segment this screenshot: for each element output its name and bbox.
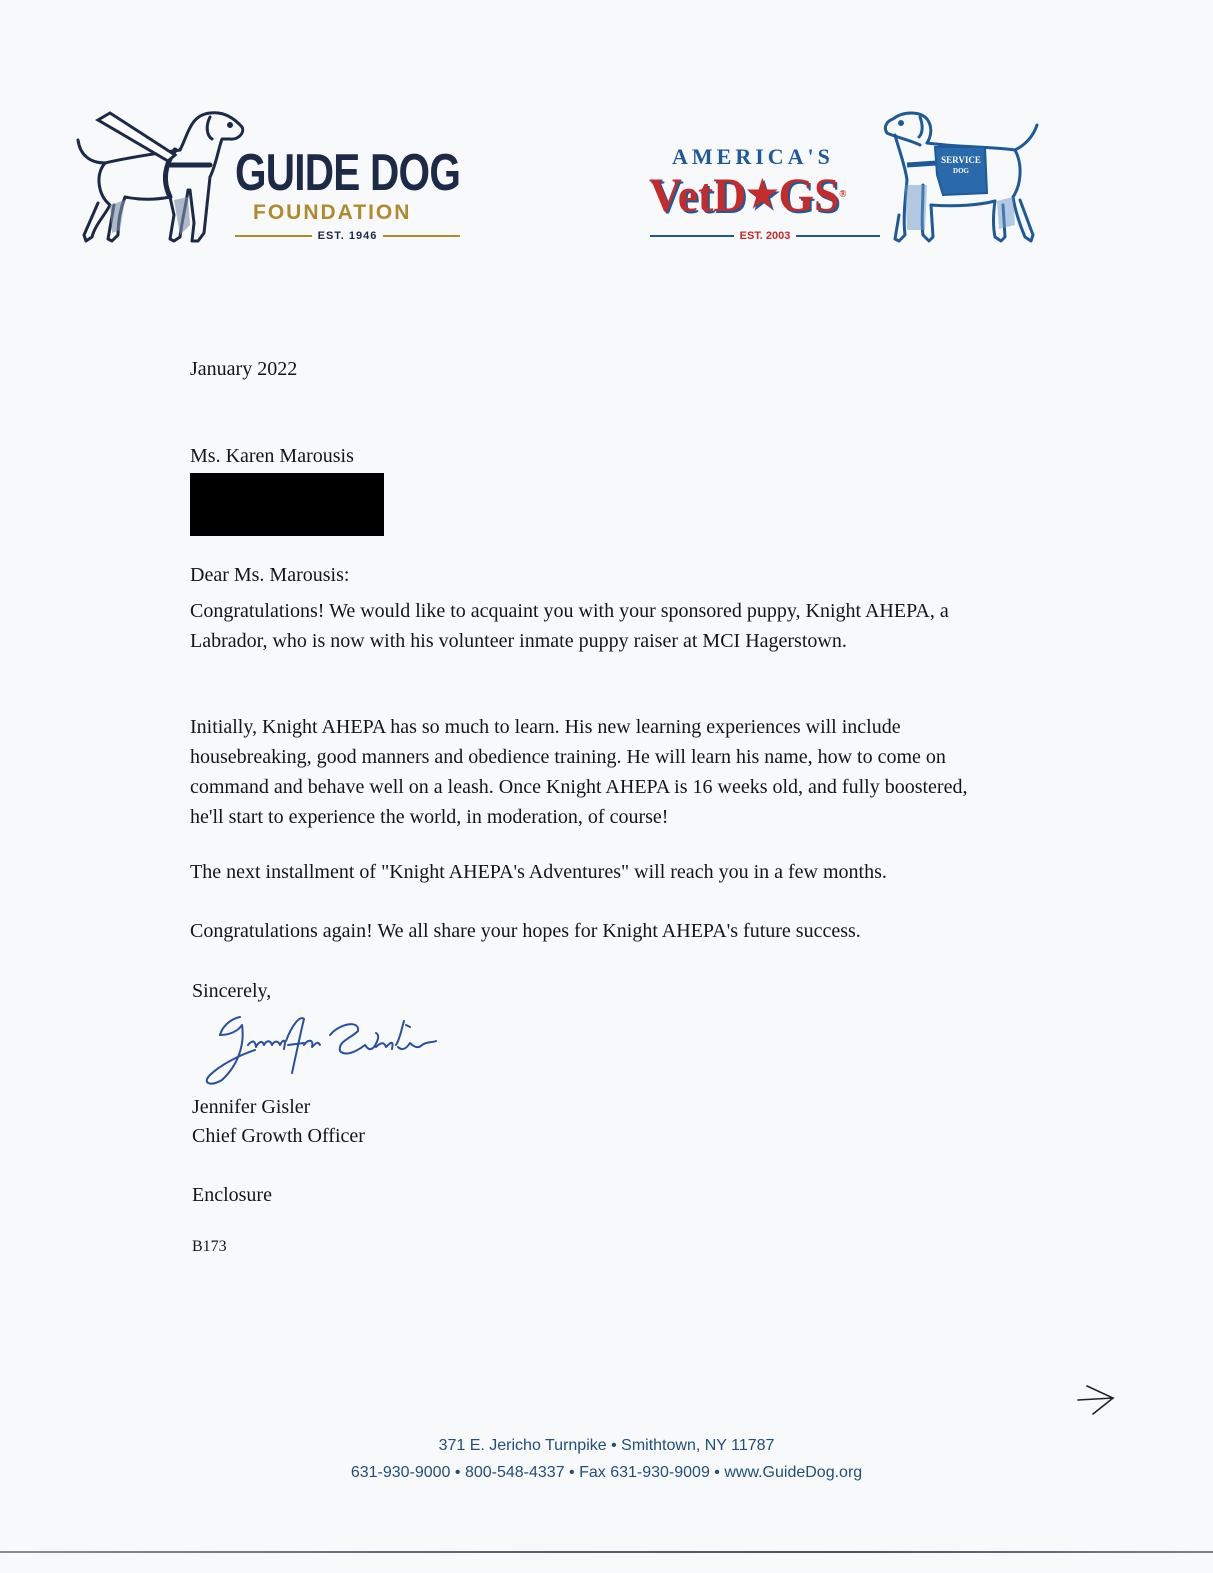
americas-vetdogs-logo <box>645 105 1045 250</box>
salutation: Dear Ms. Marousis: <box>190 564 350 586</box>
logo-established <box>235 229 460 243</box>
footer-address: 371 E. Jericho Turnpike • Smithtown, NY 11787 <box>438 1437 775 1454</box>
logo-prefix: AMERICA'S <box>672 144 834 169</box>
divider <box>383 235 460 237</box>
logo-title: GUIDE DOG <box>235 144 461 202</box>
letter-date: January 2022 <box>190 358 298 380</box>
paragraph-4: Congratulations again! We all share your hopes for Knight AHEPA's future success. <box>190 920 861 942</box>
enclosure-note: Enclosure <box>192 1184 272 1206</box>
logo-title <box>649 169 846 222</box>
paragraph-2: Initially, Knight AHEPA has so much to learn. His new learning experiences will include housebreaking, good manners and obedience training. He will learn his name, how to come on command and behave well on a leash. Once Knight AHEPA is 16 weeks old, and fully boostered, he'll start to experience the world, in moderation, of course! <box>190 716 968 828</box>
guide-dog-with-harness-icon <box>70 105 250 247</box>
closing: Sincerely, <box>192 980 272 1002</box>
logo-subtitle: FOUNDATION <box>253 201 412 224</box>
recipient-name: Ms. Karen Marousis <box>190 445 354 467</box>
established-text: EST. 2003 <box>739 230 791 242</box>
redacted-address-block <box>190 473 384 536</box>
star-icon: ★ <box>746 174 779 216</box>
paragraph-1: Congratulations! We would like to acquaint you with your sponsored puppy, Knight AHEPA, a Labrador, who is now with his volunteer inmate puppy raiser at MCI Hagerstown. <box>190 600 949 652</box>
logo-title-part1: VetD <box>649 169 747 222</box>
registered-mark: ® <box>839 189 847 200</box>
service-dog-with-vest-icon <box>865 105 1045 247</box>
signer-title: Chief Growth Officer <box>192 1125 365 1147</box>
footer-contacts: 631-930-9000 • 800-548-4337 • Fax 631-930-9009 • www.GuideDog.org <box>350 1464 863 1481</box>
page-edge-divider <box>0 1551 1213 1553</box>
paragraph-3: The next installment of "Knight AHEPA's Adventures" will reach you in a few months. <box>190 861 887 883</box>
vest-text-dog: DOG <box>953 167 969 175</box>
divider <box>650 235 734 237</box>
handwritten-signature <box>200 1005 490 1090</box>
logo-established <box>650 229 880 243</box>
established-text: EST. 1946 <box>317 230 378 242</box>
signer-name: Jennifer Gisler <box>192 1096 311 1118</box>
arrow-right-icon <box>1075 1382 1120 1418</box>
vest-text-service: SERVICE <box>941 155 981 165</box>
divider <box>235 235 312 237</box>
logo-title-part2: GS <box>778 169 840 222</box>
reference-code: B173 <box>192 1238 227 1255</box>
guide-dog-foundation-logo <box>70 105 470 250</box>
